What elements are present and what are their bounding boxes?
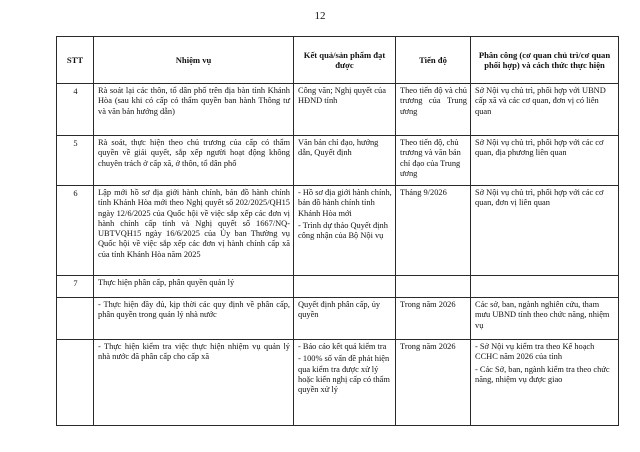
cell-progress: Tháng 9/2026 — [396, 186, 471, 276]
cell-assignment: Sở Nội vụ chủ trì, phối hợp với các cơ quan, địa phương liên quan — [471, 136, 619, 186]
assignment-item: - Sở Nội vụ kiểm tra theo Kế hoạch CCHC năm 2026 của tỉnh — [475, 342, 595, 362]
cell-task: Rà soát lại các thôn, tổ dân phố trên địa bàn tỉnh Khánh Hòa (sau khi có cấp có thẩm quyền ban hành Thông tư và văn bản hướng dẫn) — [94, 84, 294, 136]
header-result: Kết quả/sản phẩm đạt được — [294, 37, 396, 84]
cell-stt — [57, 340, 94, 426]
result-item: - 100% số vấn đề phát hiện qua kiểm tra được xử lý hoặc kiến nghị cấp có thẩm quyền xử lý — [298, 354, 390, 394]
cell-result — [294, 340, 396, 426]
cell-assignment: Sở Nội vụ chủ trì, phối hợp với UBND cấp xã và các cơ quan, đơn vị có liên quan — [471, 84, 619, 136]
cell-task: Rà soát, thực hiện theo chủ trương của cấp có thẩm quyền về giải quyết, sắp xếp người hoạt động không chuyên trách ở cấp xã, ở thôn, tổ dân phố — [94, 136, 294, 186]
result-item: - Báo cáo kết quả kiểm tra — [298, 342, 387, 351]
header-progress: Tiến độ — [396, 37, 471, 84]
task-table — [56, 36, 619, 426]
cell-task: Thực hiện phân cấp, phân quyền quản lý — [94, 276, 294, 298]
result-item: - Hồ sơ địa giới hành chính, bản đồ hành chính tỉnh Khánh Hòa mới — [298, 188, 392, 218]
cell-task: - Thực hiện kiểm tra việc thực hiện nhiệm vụ quản lý nhà nước đã phân cấp cho cấp xã — [94, 340, 294, 426]
cell-result — [294, 186, 396, 276]
table-row — [57, 340, 619, 426]
cell-result — [294, 276, 396, 298]
assignment-item: - Các Sở, ban, ngành kiểm tra theo chức năng, nhiệm vụ được giao — [475, 364, 610, 384]
cell-assignment — [471, 276, 619, 298]
cell-result: Công văn; Nghị quyết của HĐND tỉnh — [294, 84, 396, 136]
cell-stt: 5 — [57, 136, 94, 186]
page-number: 12 — [314, 10, 326, 22]
table-row — [57, 186, 619, 276]
header-stt: STT — [57, 37, 94, 84]
cell-stt: 7 — [57, 276, 94, 298]
cell-stt: 6 — [57, 186, 94, 276]
cell-task: Lập mới hồ sơ địa giới hành chính, bản đồ hành chính tỉnh Khánh Hòa mới theo Nghị quyết số 202/2025/QH15 ngày 12/6/2025 của Quốc hội về việc sắp xếp các đơn vị hành chính cấp tỉnh và Nghị quyết số 1667/NQ-UBTVQH15 ngày 16/6/2025 của Ủy ban Thường vụ Quốc hội về việc sắp xếp các đơn vị hành chính cấp xã của tỉnh Khánh Hòa năm 2025 — [94, 186, 294, 276]
cell-progress: Theo tiến độ và chủ trương của Trung ương — [396, 84, 471, 136]
cell-result: Văn bản chỉ đạo, hướng dẫn, Quyết định — [294, 136, 396, 186]
result-item: - Trình dự thảo Quyết định công nhận của Bộ Nội vụ — [298, 220, 388, 240]
cell-progress: Trong năm 2026 — [396, 298, 471, 340]
cell-assignment: Sở Nội vụ chủ trì, phối hợp với các cơ quan, đơn vị liên quan — [471, 186, 619, 276]
cell-assignment: Các sở, ban, ngành nghiên cứu, tham mưu UBND tỉnh theo chức năng, nhiệm vụ — [471, 298, 619, 340]
table-row — [57, 84, 619, 136]
cell-task: - Thực hiện đầy đủ, kịp thời các quy định về phân cấp, phân quyền trong quản lý nhà nước — [94, 298, 294, 340]
header-task: Nhiệm vụ — [94, 37, 294, 84]
cell-progress: Theo tiến độ, chủ trương và văn bản chỉ đạo của Trung ương — [396, 136, 471, 186]
header-assignment: Phân công (cơ quan chủ trì/cơ quan phối hợp) và cách thức thực hiện — [471, 37, 619, 84]
cell-result: Quyết định phân cấp, ủy quyền — [294, 298, 396, 340]
cell-stt: 4 — [57, 84, 94, 136]
table-row — [57, 298, 619, 340]
cell-stt — [57, 298, 94, 340]
cell-assignment — [471, 340, 619, 426]
cell-progress — [396, 276, 471, 298]
table-header-row — [57, 37, 619, 84]
table-row — [57, 276, 619, 298]
cell-progress: Trong năm 2026 — [396, 340, 471, 426]
table-row — [57, 136, 619, 186]
